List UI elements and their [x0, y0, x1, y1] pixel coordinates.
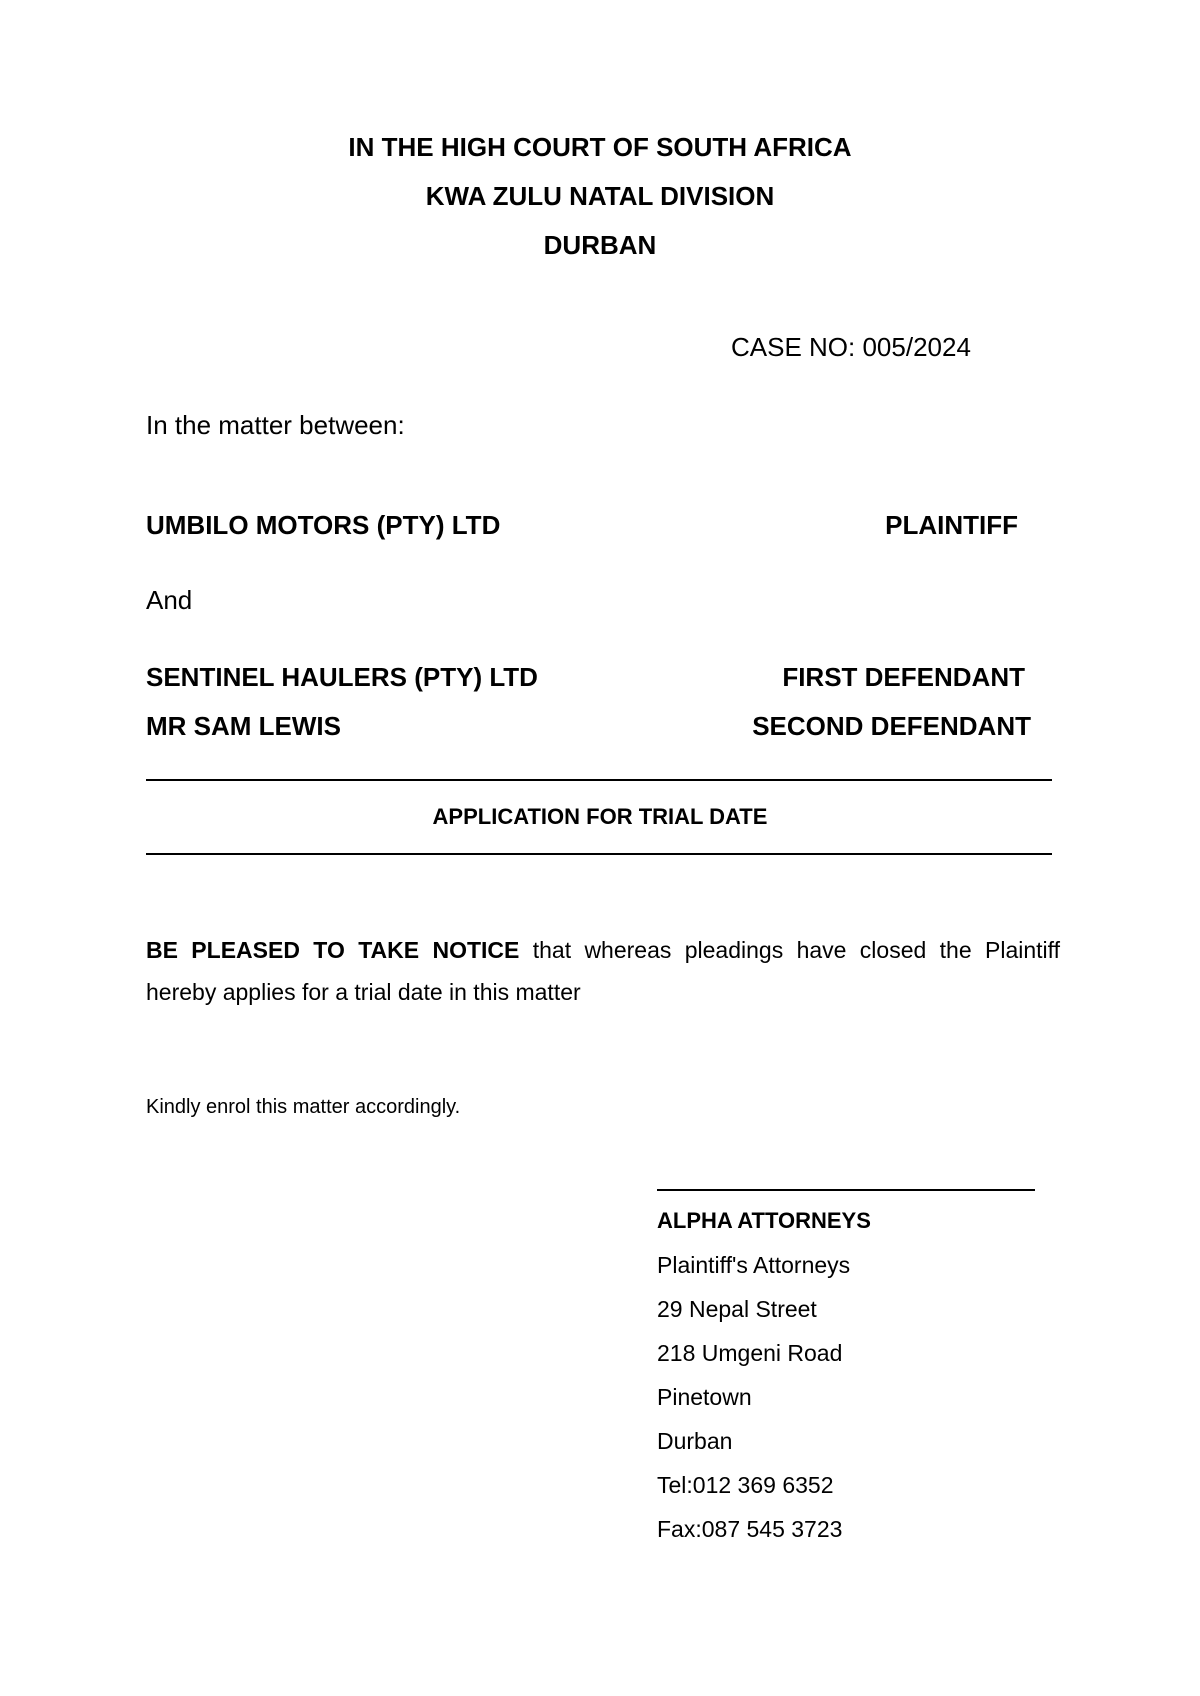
address-line: Durban	[657, 1428, 733, 1454]
party-conjunction: And	[146, 585, 193, 615]
fax: Fax:087 545 3723	[657, 1516, 843, 1542]
divider-top	[146, 779, 1052, 781]
first-defendant-name: SENTINEL HAULERS (PTY) LTD	[146, 662, 538, 692]
notice-lead: BE PLEASED TO TAKE NOTICE	[146, 937, 520, 963]
first-defendant-role: FIRST DEFENDANT	[782, 662, 1025, 692]
address-line: 218 Umgeni Road	[657, 1340, 843, 1366]
closing-text: Kindly enrol this matter accordingly.	[146, 1096, 461, 1118]
matter-intro: In the matter between:	[146, 410, 405, 440]
signature-block	[657, 1205, 871, 1557]
second-defendant-role: SECOND DEFENDANT	[752, 711, 1031, 741]
application-title: APPLICATION FOR TRIAL DATE	[432, 804, 768, 829]
plaintiff-role: PLAINTIFF	[885, 510, 1018, 540]
notice-paragraph	[146, 929, 1060, 1013]
court-division: KWA ZULU NATAL DIVISION	[425, 181, 775, 211]
case-number: CASE NO: 005/2024	[731, 332, 971, 362]
plaintiff-name: UMBILO MOTORS (PTY) LTD	[146, 510, 501, 540]
firm-role: Plaintiff's Attorneys	[657, 1252, 851, 1278]
firm-name: ALPHA ATTORNEYS	[657, 1208, 871, 1233]
address-line: 29 Nepal Street	[657, 1296, 817, 1322]
signature-line	[657, 1189, 1035, 1191]
address-line: Pinetown	[657, 1384, 752, 1410]
second-defendant-name: MR SAM LEWIS	[146, 711, 341, 741]
notice-body: that whereas pleadings have closed the Plaintiff hereby applies for a trial date in this matter	[146, 937, 1060, 1005]
divider-bottom	[146, 853, 1052, 855]
telephone: Tel:012 369 6352	[657, 1472, 834, 1498]
court-name: IN THE HIGH COURT OF SOUTH AFRICA	[348, 132, 852, 162]
court-location: DURBAN	[543, 230, 657, 260]
